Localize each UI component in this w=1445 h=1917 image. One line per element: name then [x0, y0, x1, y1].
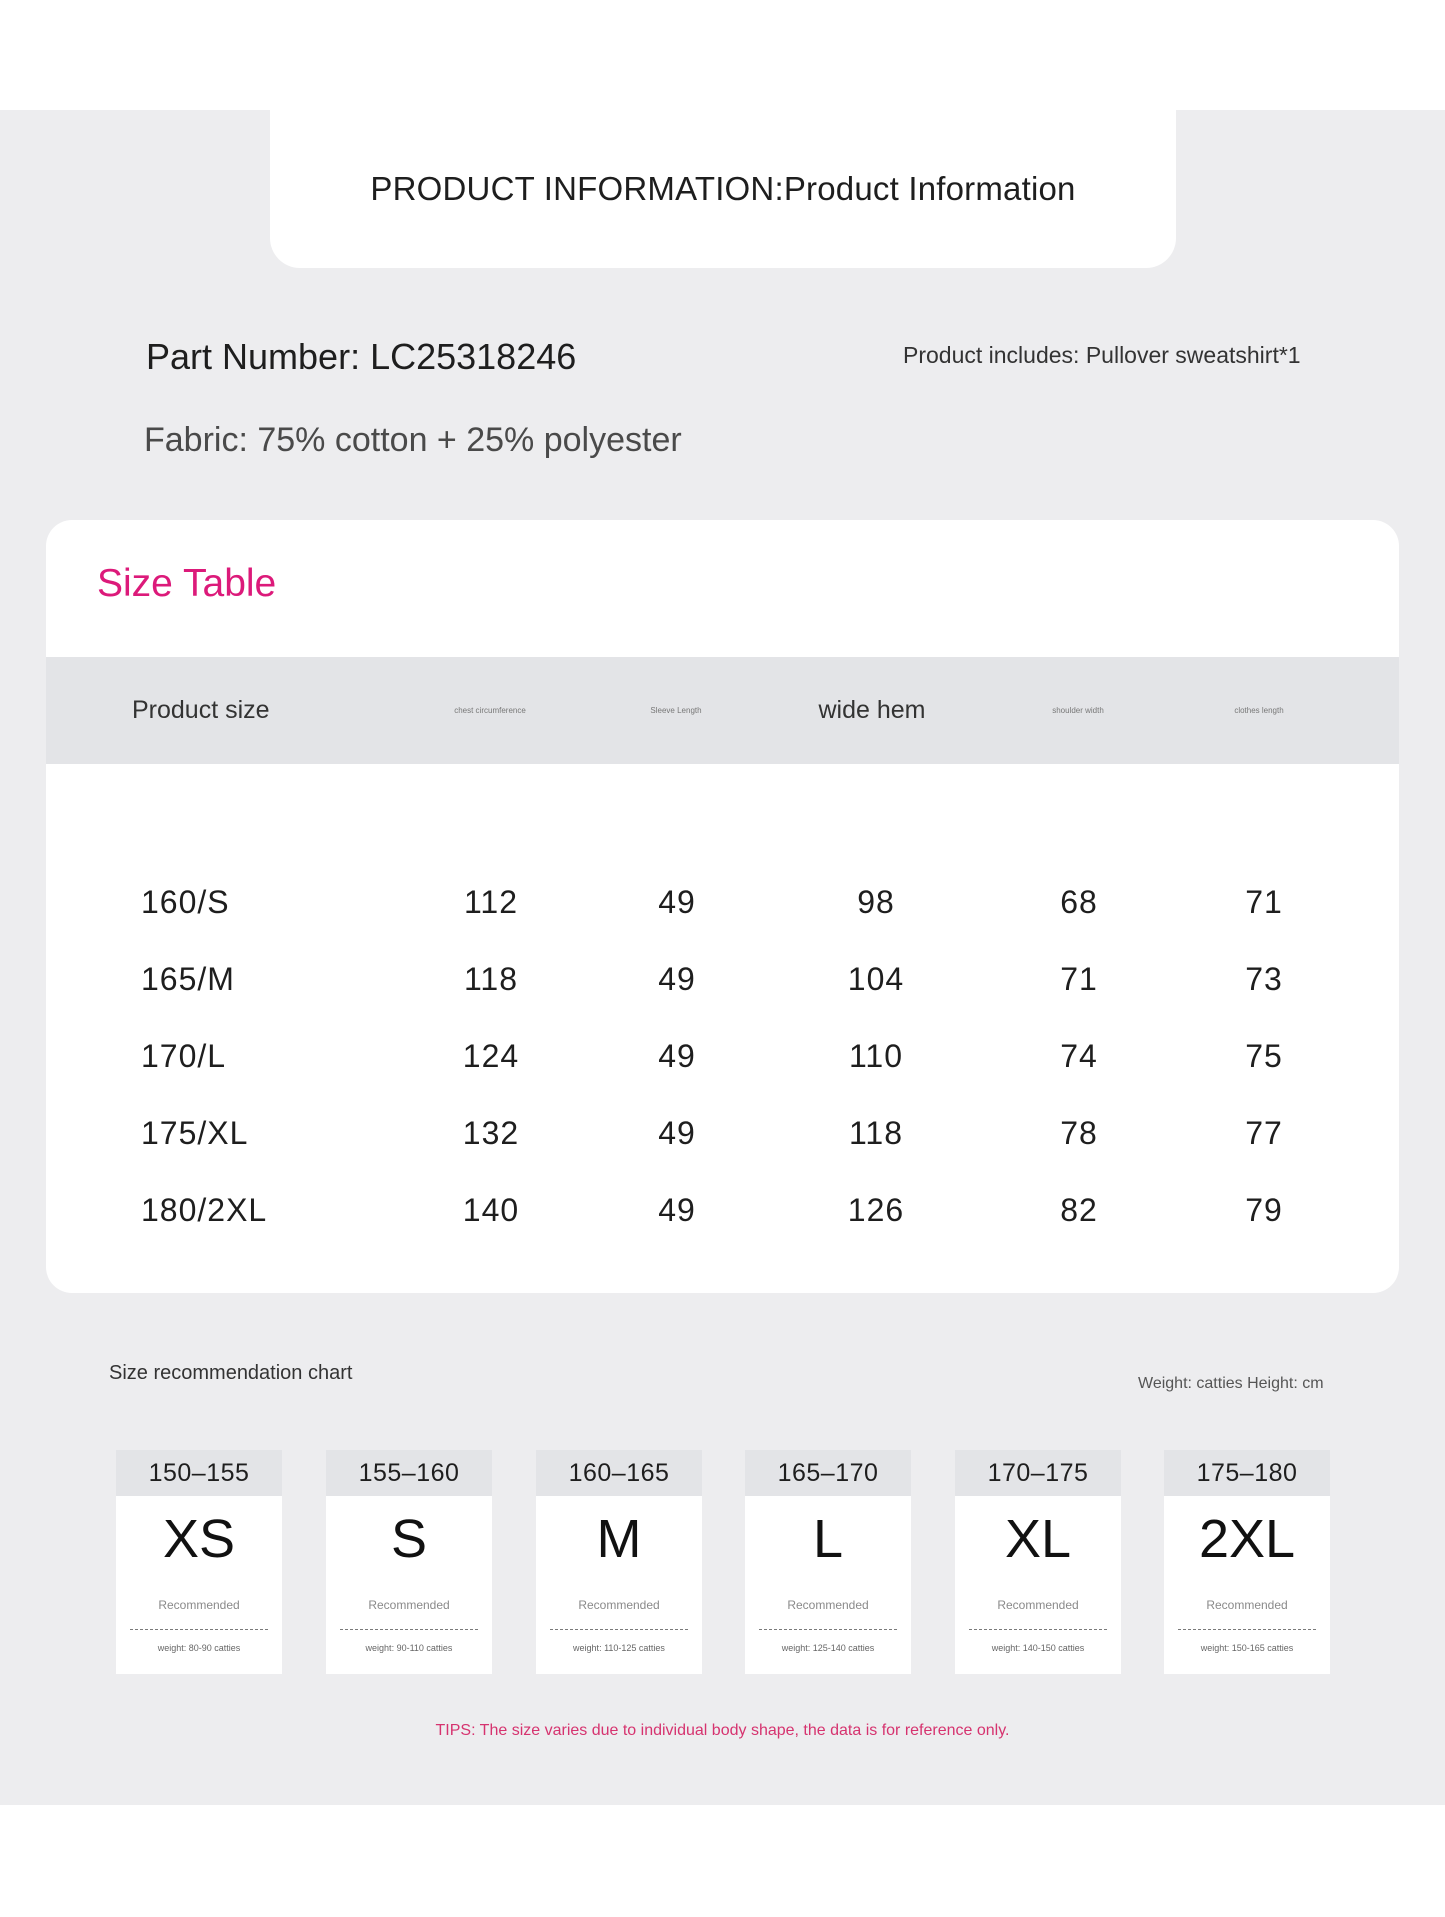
- header-title: PRODUCT INFORMATION:Product Information: [370, 170, 1076, 207]
- cell-hem: 110: [848, 1038, 904, 1074]
- weight-range: weight: 150-165 catties: [1200, 1643, 1294, 1653]
- header-product-size: Product size: [132, 696, 270, 724]
- recommendation-card-xl: [955, 1450, 1121, 1674]
- cell-length: 79: [1245, 1192, 1283, 1228]
- tips-note: TIPS: The size varies due to individual body shape, the data is for reference only.: [435, 1722, 1010, 1739]
- weight-range: weight: 140-150 catties: [991, 1643, 1085, 1653]
- cell-length: 75: [1245, 1038, 1283, 1074]
- recommended-label: Recommended: [578, 1598, 660, 1612]
- height-range: 160–165: [536, 1450, 702, 1496]
- recommendation-card-s: [326, 1450, 492, 1674]
- header-chest-circumference: chest circumference: [454, 706, 526, 715]
- cell-length: 77: [1245, 1115, 1283, 1151]
- cell-chest: 140: [462, 1192, 520, 1228]
- dashed-divider: [550, 1629, 688, 1630]
- cell-shoulder: 82: [1060, 1192, 1098, 1228]
- recommended-label: Recommended: [787, 1598, 869, 1612]
- header-clothes-length: clothes length: [1234, 706, 1284, 715]
- height-range: 175–180: [1164, 1450, 1330, 1496]
- recommended-label: Recommended: [997, 1598, 1079, 1612]
- cell-chest: 112: [463, 884, 519, 920]
- part-number: Part Number: LC25318246: [146, 336, 577, 377]
- recommendation-card-m: [536, 1450, 702, 1674]
- height-range: 155–160: [326, 1450, 492, 1496]
- cell-hem: 98: [857, 884, 895, 920]
- recommended-label: Recommended: [1206, 1598, 1288, 1612]
- height-range: 170–175: [955, 1450, 1121, 1496]
- table-row: [46, 1038, 1399, 1098]
- cell-length: 71: [1245, 884, 1283, 920]
- dashed-divider: [1178, 1629, 1316, 1630]
- units-note: Weight: catties Height: cm: [1138, 1375, 1324, 1392]
- height-range: 165–170: [745, 1450, 911, 1496]
- dashed-divider: [969, 1629, 1107, 1630]
- cell-hem: 126: [847, 1192, 905, 1228]
- cell-hem: 118: [848, 1115, 904, 1151]
- cell-shoulder: 71: [1060, 961, 1098, 997]
- size-letter: XL: [1004, 1509, 1072, 1569]
- size-letter: 2XL: [1198, 1509, 1296, 1569]
- cell-shoulder: 68: [1060, 884, 1098, 920]
- size-letter: L: [812, 1509, 844, 1569]
- weight-range: weight: 125-140 catties: [781, 1643, 875, 1653]
- cell-sleeve: 49: [658, 961, 696, 997]
- header-shoulder-width: shoulder width: [1052, 706, 1104, 715]
- table-row: [46, 1115, 1399, 1175]
- cell-chest: 118: [463, 961, 519, 997]
- cell-size: 180/2XL: [141, 1192, 268, 1228]
- size-letter: M: [596, 1509, 642, 1569]
- cell-sleeve: 49: [658, 1115, 696, 1151]
- cell-chest: 132: [462, 1115, 520, 1151]
- size-letter: S: [390, 1509, 428, 1569]
- cell-sleeve: 49: [658, 884, 696, 920]
- height-range: 150–155: [116, 1450, 282, 1496]
- cell-sleeve: 49: [658, 1038, 696, 1074]
- cell-size: 175/XL: [141, 1115, 249, 1151]
- header-wide-hem: wide hem: [818, 696, 926, 724]
- table-row: [46, 961, 1399, 1021]
- size-letter: XS: [162, 1509, 236, 1569]
- dashed-divider: [340, 1629, 478, 1630]
- weight-range: weight: 90-110 catties: [365, 1643, 453, 1653]
- cell-size: 160/S: [141, 884, 230, 920]
- size-table-header-row: [46, 657, 1399, 764]
- dashed-divider: [130, 1629, 268, 1630]
- size-table-card: [46, 520, 1399, 1293]
- cell-size: 165/M: [141, 961, 235, 997]
- fabric-composition: Fabric: 75% cotton + 25% polyester: [144, 421, 682, 459]
- product-information-header: [270, 110, 1176, 268]
- table-row: [46, 884, 1399, 944]
- recommendation-card-l: [745, 1450, 911, 1674]
- cell-chest: 124: [462, 1038, 520, 1074]
- size-recommendation-title: Size recommendation chart: [109, 1362, 353, 1384]
- recommended-label: Recommended: [368, 1598, 450, 1612]
- cell-sleeve: 49: [658, 1192, 696, 1228]
- weight-range: weight: 110-125 catties: [573, 1643, 665, 1653]
- recommendation-card-xs: [116, 1450, 282, 1674]
- cell-hem: 104: [847, 961, 905, 997]
- size-table-title: Size Table: [97, 562, 277, 605]
- weight-range: weight: 80-90 catties: [157, 1643, 241, 1653]
- cell-shoulder: 74: [1060, 1038, 1098, 1074]
- cell-length: 73: [1245, 961, 1283, 997]
- product-includes: Product includes: Pullover sweatshirt*1: [903, 342, 1301, 368]
- table-row: [46, 1192, 1399, 1252]
- dashed-divider: [759, 1629, 897, 1630]
- cell-shoulder: 78: [1060, 1115, 1098, 1151]
- recommendation-card-2xl: [1164, 1450, 1330, 1674]
- cell-size: 170/L: [141, 1038, 227, 1074]
- header-sleeve-length: Sleeve Length: [650, 706, 702, 715]
- recommended-label: Recommended: [158, 1598, 240, 1612]
